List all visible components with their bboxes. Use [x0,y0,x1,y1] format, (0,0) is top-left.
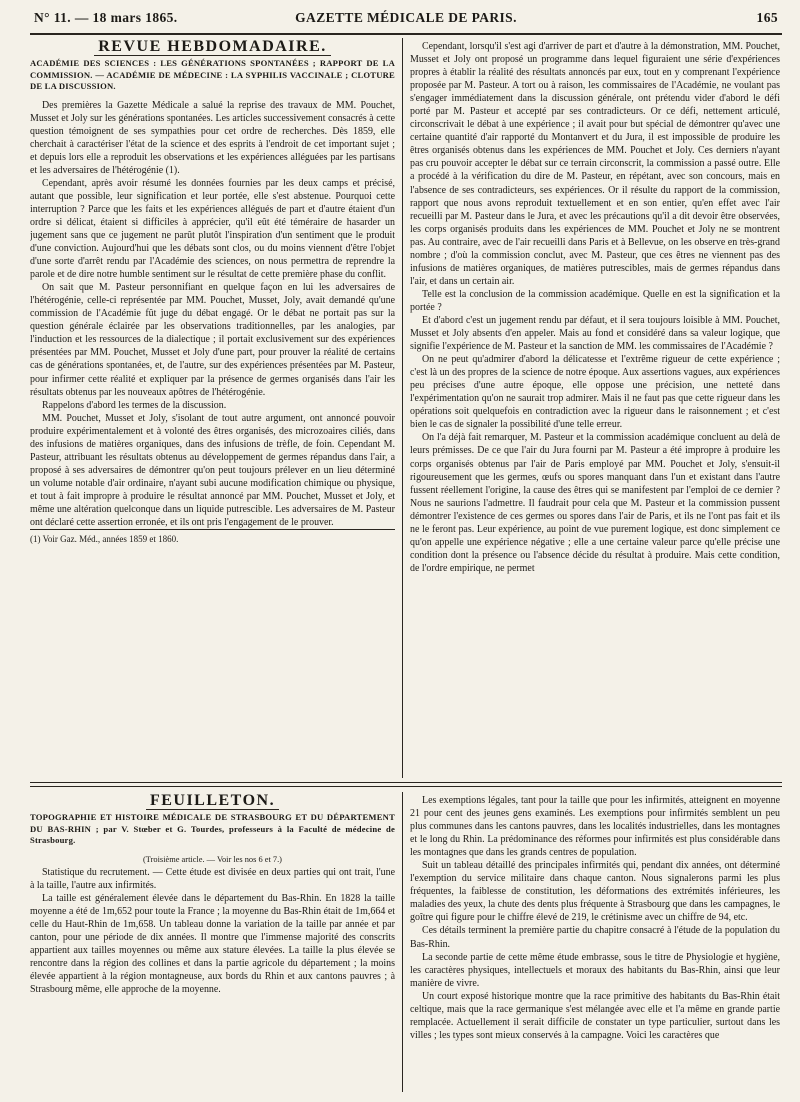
issue-date: N° 11. — 18 mars 1865. [34,10,178,25]
feuilleton-rule-bottom [30,786,782,787]
feuilleton-left-column [30,794,395,1094]
journal-title: GAZETTE MÉDICALE DE PARIS. [295,10,517,25]
revue-paragraph: Et d'abord c'est un jugement rendu par défaut, et il sera toujours loisible à MM. Pouchet, Musset et Joly absents d'en appeler. Mais au fond et considéré dans sa valeur logique, que signifie l'expérience de M. Pasteur et la sanction de MM. les commissaires de l'Académie ? [410,314,780,353]
article-note: (Troisième article. — Voir les nos 6 et 7.) [143,854,282,864]
page-number: 165 [756,10,778,25]
revue-paragraph: Cependant, lorsqu'il s'est agi d'arriver de part et d'autre à la démonstration, MM. Pouchet, Musset et Joly ont proposé un programme dans lequel figuraient une série d'expériences propres à établir la réalité des résultats annoncés par eux, tout en y comprenant l'expérience proposée par M. Pasteur. A tort ou à raison, les commissaires de l'Académie, ne voulant pas s'engager immédiatement dans la discussion générale, ont prétendu vider d'abord le défi porté par M. Pasteur et accepté par ses contradicteurs. Or ce défi, nettement articulé, circonscrivait le débat à une expérience ; il avait pour but spécial de démontrer qu'avec une certaine quantité d'air rapporté du Montanvert et du Jura, il est impossible de produire les êtres organisés obtenus dans les expériences de MM. Pouchet et Joly. Ces derniers n'ayant pas cru pouvoir accepter le débat sur ce terrain circonscrit, la commission a passé outre. Elle a procédé à la vérification du dire de M. Pasteur, en répétant, avec son concours, mais en l'absence de ses contradicteurs, ses expériences. Or il résulte du rapport de la commission, rapport que nous avons reproduit textuellement et en son entier, qu'en effet avec l'air recueilli par M. Pasteur dans le Jura, et avec les précautions qu'il a dit devoir être observées, les corps organisés produits dans les expériences de MM. Pouchet et Joly ne se montrent pas. Au contraire, avec de l'air recueilli dans Paris et à Bellevue, on les observe en très-grand nombre ; d'où la commission conclut, avec M. Pasteur, que ces êtres ne viennent pas des infusions de matières organiques, de matières putrescibles, mais de germes répandus dans l'air, et dans un certain air. [410,41,780,287]
feuilleton-paragraph: Ces détails terminent la première partie du chapitre consacré à l'étude de la population du Bas-Rhin. [410,925,780,950]
feuilleton-title: FEUILLETON. [30,794,395,807]
feuilleton-paragraph: La seconde partie de cette même étude embrasse, sous le titre de Physiologie et hygiène, les caractères physiques, intellectuels et moraux des habitants du Bas-Rhin, ainsi que leur manière de vivre. [410,951,780,989]
column-divider-upper [402,38,403,778]
revue-paragraph: MM. Pouchet, Musset et Joly, s'isolant de tout autre argument, ont annoncé pouvoir produire expérimentalement et à volonté des êtres organisés, des microzoaires ciliés, dans des infusions de matières organiques, dans des infusions de trèfle, de foin. Cependant M. Pasteur, attribuant les résultats obtenus au développement de germes répandus dans l'air, a proposé à ses adversaires de démontrer qu'on peut toujours prélever en un lieu déterminé un volume notable d'air ordinaire, n'ayant subi aucune modification chimique ou physique, et tout à fait impropre à produire le résultat annoncé par MM. Pouchet, Musset et Joly, et même une altération quelconque dans un liquide putrescible. Les adversaires de M. Pasteur ont déclaré cette assertion erronée, et ils ont pris l'engagement de le prouver. [30,412,395,529]
revue-paragraph: Des premières la Gazette Médicale a salué la reprise des travaux de MM. Pouchet, Musset et Joly sur les générations spontanées. Les articles successivement consacrés à cette question témoignent de ses sympathies pour cet ordre de recherches. Dès 1859, elle cherchait à caractériser l'état de la science et des esprits à l'endroit de cet important sujet ; et depuis lors elle a reproduit les observations et les expériences alléguées par les partisans et les adversaires de l'hétérogénie (1). [30,99,395,176]
feuilleton-rule-top [30,782,782,783]
feuilleton-subhead: TOPOGRAPHIE ET HISTOIRE MÉDICALE DE STRASBOURG ET DU DÉPARTEMENT DU BAS-RHIN ; par V. Stœber et G. Tourdes, professeurs à la Faculté de médecine de Strasbourg. [30,812,395,846]
revue-title: REVUE HEBDOMADAIRE. [30,40,395,53]
feuilleton-paragraph: Statistique du recrutement. — Cette étude est divisée en deux parties qui ont trait, l'une à la taille, l'autre aux infirmités. [30,866,395,891]
revue-paragraph: Cependant, après avoir résumé les données fournies par les deux camps et précisé, autant que possible, leur signification et leur portée, elle s'est abstenue. Pourquoi cette interruption ? Parce que les faits et les expériences allégués de part et d'autre étaient d'un ordre si délicat, étaient si difficiles à apprécier, qu'il eût été téméraire de hasarder un jugement sans que ce jugement ne parût plutôt l'inspiration d'un sentiment que le produit d'une conviction. Aujourd'hui que les débats sont clos, ou du moins viennent d'être l'objet d'une sorte d'arrêt rendu par l'Académie des sciences, on nous permettra de reprendre la parole et de dire notre humble sentiment sur le résultat de cette première phase du conflit. [30,177,395,281]
feuilleton-paragraph: La taille est généralement élevée dans le département du Bas-Rhin. En 1828 la taille moyenne a été de 1m,652 pour toute la France ; la moyenne du Bas-Rhin était de 1m,664 et celle du Haut-Rhin de 1m,658. Un tableau donne la variation de la taille par année et par canton, pour une période de dix années. Il montre que l'immense majorité des conscrits appartient aux tailles moyennes ou même aux stature élevées. La taille la plus élevée se rencontre dans la région des collines et dans la partie agricole du département ; la moins élevée appartient à la région montagneuse, aux bords du Rhin et aux cantons pauvres ; à Strasbourg même, elle approche de la moyenne. [30,892,395,996]
feuilleton-paragraph: Suit un tableau détaillé des principales infirmités qui, pendant dix années, ont déterminé l'exemption du service militaire dans chaque canton. Nous signalerons parmi les plus fréquentes, la faiblesse de constitution, les déformations des extrémités inférieures, les maladies des yeux, la chute des dents plus fréquente à Strasbourg que dans les campagnes, le goître qui figure pour le chiffre élevé de 219, le crétinisme avec un chiffre de 94, etc. [410,860,780,924]
column-divider-lower [402,792,403,1092]
revue-paragraph: On l'a déjà fait remarquer, M. Pasteur et la commission académique concluent au delà de leurs prémisses. De ce que l'air du Jura fourni par M. Pasteur a été impropre à produire les corps organisés obtenus par l'air de Paris employé par MM. Pouchet et Joly, s'ensuit-il rigoureusement que les germes, œufs ou spores manquant dans l'un et existant dans l'autre fussent réellement l'origine, la cause des êtres qui se manifestent par l'emploi de ce dernier ? Nous ne saurions l'admettre. Il faudrait pour cela que M. Pasteur et la commission pussent démontrer l'existence de ces germes ou spores dans l'air de Paris, et ils ne l'ont pas fait et ils ne le feront pas. Leur expérience, au point de vue purement logique, est donc simplement ce qu'on appelle une expérience négative ; elle a une certaine valeur parce qu'elle précise une condition dont la présence ou l'absence décide du résultat à produire. Mais cette condition, de l'ordre empirique, ne permet [410,432,780,574]
revue-paragraph: Telle est la conclusion de la commission académique. Quelle en est la signification et la portée ? [410,288,780,313]
header-rule [30,33,782,35]
revue-subhead: ACADÉMIE DES SCIENCES : LES GÉNÉRATIONS SPONTANÉES ; RAPPORT DE LA COMMISSION. — ACADÉMIE DE MÉDECINE : LA SYPHILIS VACCINALE ; CLOTURE DE LA DISCUSSION. [30,58,395,92]
revue-right-column [410,40,780,778]
revue-paragraph: On ne peut qu'admirer d'abord la délicatesse et l'extrême rigueur de cette expérience ; c'est là un des propres de la science de notre époque. Aux assertions vagues, aux expériences peu précises d'une autre époque, elle oppose une précision, une netteté dans l'expérimentation qu'on ne saurait trop admirer. Mais il ne faut pas que cette rigueur dans les opérations soit quelquefois en contradiction avec la rigueur dans le raisonnement ; et c'est bien le cas de signaler la possibilité d'une telle erreur. [410,354,780,431]
feuilleton-right-column [410,794,780,1094]
revue-paragraph: Rappelons d'abord les termes de la discussion. [42,399,227,411]
revue-left-column [30,40,395,778]
revue-paragraph: On sait que M. Pasteur personnifiant en quelque façon en lui les adversaires de l'hétérogénie, celle-ci représentée par MM. Pouchet, Musset, Joly, avait demandé qu'une commission de l'Académie fût juge du débat engagé. Or le débat ne portait pas sur la question générale éclairée par les observations traditionnelles, par les analogies, par l'induction et les ressources de la dialectique ; il portait exclusivement sur des expériences présentées par MM. Pouchet, Musset et Joly d'une part, pour prouver la réalité de certains cas de générations spontanées, et, de l'autre, sur des expériences présentées par M. Pasteur, pour infirmer cette réalité et expliquer par la présence de germes organisés dans l'air les résultats obtenus par les nouveaux apôtres de l'hétérogénie. [30,282,395,398]
feuilleton-paragraph: Un court exposé historique montre que la race primitive des habitants du Bas-Rhin était celtique, mais que la race germanique s'est mélangée avec elle et l'a même en grande partie remplacée. Actuellement il serait difficile de constater un type particulier, surtout dans les villes ; les types sont mieux conservés à la campagne. Voici les caractères que [410,990,780,1041]
running-header [30,8,782,30]
feuilleton-paragraph: Les exemptions légales, tant pour la taille que pour les infirmités, atteignent en moyenne 21 pour cent des jeunes gens examinés. Les exemptions pour infirmités semblent un peu plus communes dans les cantons pauvres, dans les localités industrielles, dans les montagnes et le long du Rhin. La prédominance des réformes pour infirmités est plus considérable dans les montagnes que dans les grands centres de population. [410,795,780,859]
footnote: (1) Voir Gaz. Méd., années 1859 et 1860. [30,529,395,545]
